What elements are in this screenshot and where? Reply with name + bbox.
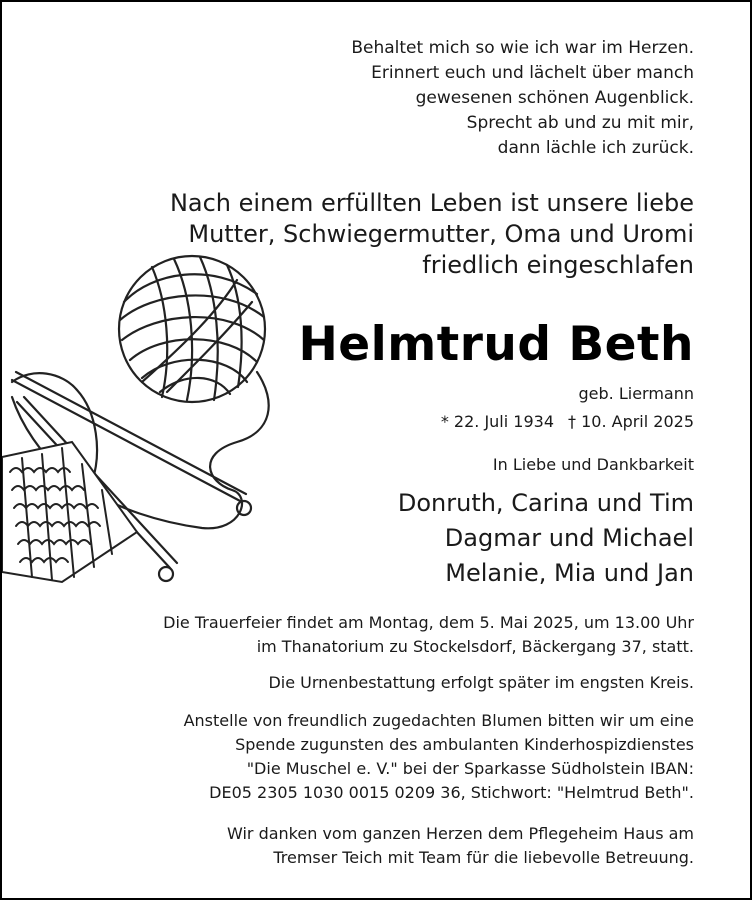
thanks-line: Wir danken vom ganzen Herzen dem Pflegeheim Haus am <box>227 824 694 843</box>
yarn-ball-knitting-needles-icon <box>2 232 292 592</box>
deceased-name: Helmtrud Beth <box>298 317 694 372</box>
donation-info <box>184 709 694 805</box>
poem-line: gewesenen schönen Augenblick. <box>415 88 694 108</box>
maiden-name: geb. Liermann <box>578 384 694 403</box>
birth-date: * 22. Juli 1934 <box>440 412 554 431</box>
announcement-intro <box>170 188 694 281</box>
ceremony-line: im Thanatorium zu Stockelsdorf, Bäckergang 37, statt. <box>256 637 694 656</box>
memorial-poem <box>351 36 694 161</box>
intro-line: Mutter, Schwiegermutter, Oma und Uromi <box>188 220 694 248</box>
thanks-note <box>227 822 694 870</box>
donation-line: Spende zugunsten des ambulanten Kinderhospizdienstes <box>235 735 694 754</box>
intro-line: friedlich eingeschlafen <box>422 251 694 279</box>
poem-line: Sprecht ab und zu mit mir, <box>466 113 694 133</box>
burial-info: Die Urnenbestattung erfolgt später im engsten Kreis. <box>268 673 694 692</box>
death-date: † 10. April 2025 <box>568 412 694 431</box>
family-line: Donruth, Carina und Tim <box>397 489 694 517</box>
poem-line: Behaltet mich so wie ich war im Herzen. <box>351 38 694 58</box>
ceremony-line: Die Trauerfeier findet am Montag, dem 5. Mai 2025, um 13.00 Uhr <box>163 613 694 632</box>
life-dates <box>441 411 694 433</box>
family-names <box>398 486 694 591</box>
donation-line: Anstelle von freundlich zugedachten Blumen bitten wir um eine <box>183 711 694 730</box>
family-line: Dagmar und Michael <box>444 524 694 552</box>
donation-line: DE05 2305 1030 0015 0209 36, Stichwort: "Helmtrud Beth". <box>209 783 694 802</box>
gratitude-line: In Liebe und Dankbarkeit <box>492 455 694 474</box>
donation-line: "Die Muschel e. V." bei der Sparkasse Südholstein IBAN: <box>246 759 694 778</box>
family-line: Melanie, Mia und Jan <box>445 559 694 587</box>
ceremony-info <box>163 611 694 659</box>
thanks-line: Tremser Teich mit Team für die liebevolle Betreuung. <box>273 848 694 867</box>
poem-line: dann lächle ich zurück. <box>497 138 694 158</box>
intro-line: Nach einem erfüllten Leben ist unsere liebe <box>169 189 694 217</box>
poem-line: Erinnert euch und lächelt über manch <box>371 63 694 83</box>
